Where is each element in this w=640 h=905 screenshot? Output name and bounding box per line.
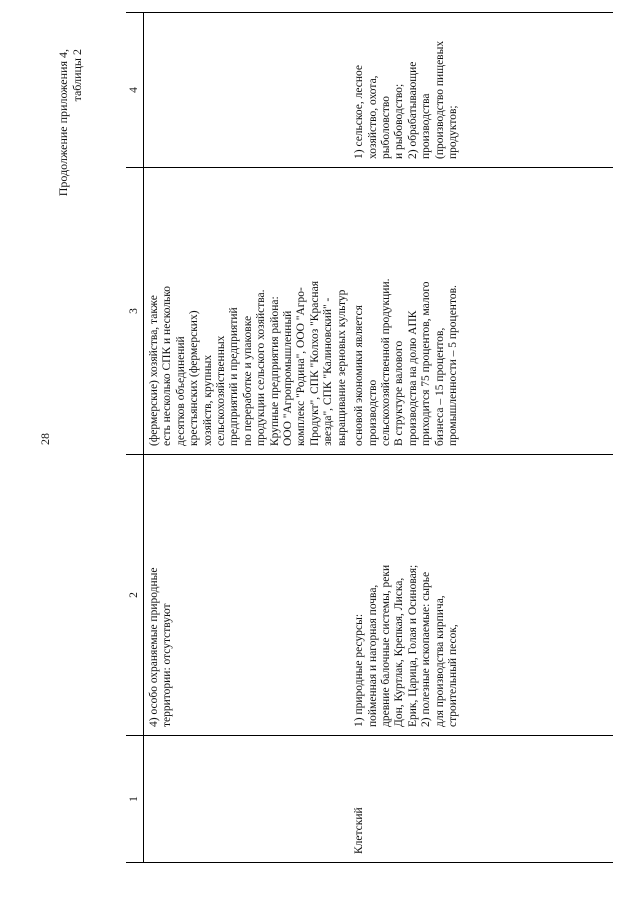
cell-text-line: древние балочные системы, реки [379, 564, 392, 727]
column-header-1: 1 [126, 736, 144, 863]
cell-text-line: промышленности – 5 процентов. [446, 285, 459, 446]
cell-text-line: продукции сельского хозяйства. [255, 289, 268, 446]
cell-text-line: по переработке и упаковке [241, 315, 254, 446]
cell-text-line: крестьянских (фермерских) [188, 310, 201, 446]
cell-text-line: производства на долю АПК [406, 310, 419, 446]
industries-cell [144, 13, 350, 168]
cell-text-line: производство [366, 379, 379, 446]
cell-text-line: производства [420, 93, 433, 159]
industries-cell [349, 13, 613, 168]
cell-text-line: 2) полезные ископаемые: сырье [420, 571, 433, 727]
natural-resources-cell [144, 455, 350, 736]
cell-text-line: В структуре валового [393, 340, 406, 446]
cell-text-line: (производство пищевых [433, 40, 446, 159]
cell-text-line: есть несколько СПК и несколько [161, 285, 174, 446]
cell-text-line: сельскохозяйственных [215, 335, 228, 446]
continuation-line-2: таблицы 2 [70, 49, 84, 102]
region-name-cell [349, 736, 613, 863]
cell-text-line: (фермерские) хозяйства, также [148, 295, 160, 446]
table-header-row [126, 13, 144, 863]
cell-text-line: продуктов; [446, 105, 459, 159]
cell-text-line: и рыбоводство; [393, 83, 406, 159]
cell-text-line: хозяйство, охота, [366, 75, 379, 159]
cell-text-line: предприятий и предприятий [228, 307, 241, 446]
cell-text-line: основой экономики является [353, 305, 366, 446]
cell-text-line: Продукт", СПК "Колхоз "Красная [308, 281, 321, 446]
cell-text-line: десятков объединений [174, 336, 187, 446]
column-header-3: 3 [126, 168, 144, 455]
page-number: 28 [38, 433, 52, 445]
cell-text-line: Ерик, Царица, Голая и Осиновая; [406, 564, 419, 727]
region-name-cell [144, 736, 350, 863]
cell-text-line: приходится 75 процентов, малого [420, 281, 433, 446]
cell-text-line: ООО "Агропромышленный [282, 310, 295, 446]
cell-text-line: 4) особо охраняемые природные [148, 567, 160, 727]
table-row [144, 13, 350, 863]
cell-text-line: пойменная и нагорная почва, [366, 584, 379, 727]
cell-text-line: рыболовство [379, 95, 392, 159]
continuation-line-1: Продолжение приложения 4, [56, 49, 70, 197]
cell-text-line: строительный песок, [446, 624, 459, 727]
cell-text-line: 1) сельское, лесное [353, 64, 366, 159]
cell-text-line: Клетский [353, 807, 366, 854]
column-header-2: 2 [126, 455, 144, 736]
column-header-4: 4 [126, 13, 144, 168]
cell-text-line: хозяйств, крупных [201, 354, 214, 446]
cell-text-line: сельскохозяйственной продукции. [379, 278, 392, 446]
cell-text-line: территории: отсутствуют [161, 603, 174, 727]
economy-cell [349, 168, 613, 455]
continuation-note [56, 49, 84, 196]
cell-text-line: бизнеса – 15 процентов, [433, 327, 446, 446]
cell-text-line: комплекс "Родина", ООО "Агро- [295, 287, 308, 446]
cell-text-line: выращивание зерновых культур [335, 289, 348, 446]
cell-text-line: 1) природные ресурсы: [353, 613, 366, 727]
appendix-table [126, 12, 613, 863]
cell-text-line: для производства кирпича, [433, 595, 446, 727]
cell-text-line: звезда", СПК "Калиновский" - [322, 297, 335, 446]
table-row [349, 13, 613, 863]
cell-text-line: 2) обрабатывающие [406, 61, 419, 159]
natural-resources-cell [349, 455, 613, 736]
cell-text-line: Дон, Куртлак, Крепкая, Лиска, [393, 577, 406, 727]
economy-cell [144, 168, 350, 455]
cell-text-line: Крупные предприятия района: [268, 296, 281, 446]
